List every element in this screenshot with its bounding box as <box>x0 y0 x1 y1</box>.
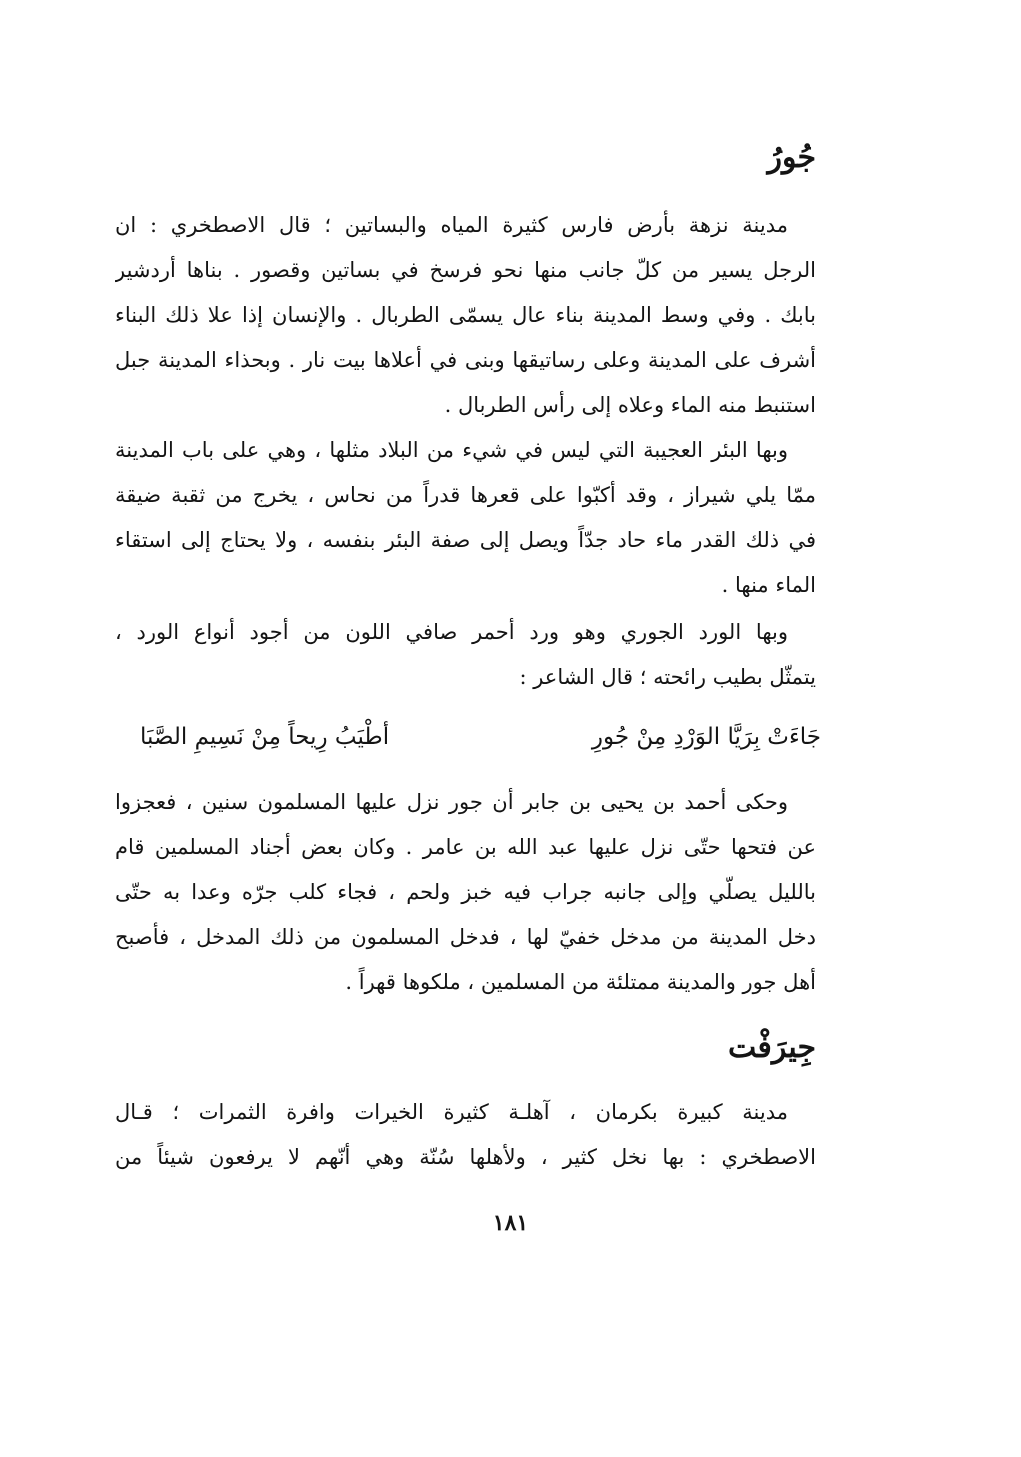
text-line: الماء منها . <box>721 573 816 597</box>
text-line: أشرف على المدينة وعلى رساتيقها وبنى في أعلاها بيت نار . وبحذاء المدينة جبل <box>115 348 816 372</box>
text-line: بالليل يصلّي وإلى جانبه جراب فيه خبز ولحم ، فجاء كلب جرّه وعدا به حتّى <box>115 880 816 904</box>
text-line: يتمثّل بطيب رائحته ؛ قال الشاعر : <box>519 665 816 689</box>
text-line: في ذلك القدر ماء حاد جدّاً ويصل إلى صفة البئر بنفسه ، ولا يحتاج إلى استقاء <box>115 528 816 552</box>
verse-hemistich-second: جَاءَتْ بِرَيَّا الوَرْدِ مِنْ جُورِ <box>591 724 821 750</box>
paragraph <box>115 203 816 428</box>
text-line: ممّا يلي شيراز ، وقد أكبّوا على قعرها قدراً من نحاس ، يخرج من ثقبة ضيقة <box>115 483 816 507</box>
paragraph <box>115 610 816 700</box>
entry-title: جُورُ <box>767 140 816 175</box>
verse-hemistich-first: أطْيَبُ رِيحاً مِنْ نَسِيمِ الصَّبَا <box>140 724 390 750</box>
paragraph <box>115 780 816 1005</box>
paragraph <box>115 1090 816 1180</box>
text-line: الاصطخري : بها نخل كثير ، ولأهلها سُنّة وهي أنّهم لا يرفعون شيئاً من <box>115 1145 816 1169</box>
text-line: مدينة كبيرة بكرمان ، آهلـة كثيرة الخيرات وافرة الثمرات ؛ قـال <box>115 1100 788 1124</box>
paragraph <box>115 428 816 608</box>
text-line: وبها الورد الجوري وهو ورد أحمر صافي اللون من أجود أنواع الورد ، <box>115 620 788 644</box>
text-line: دخل المدينة من مدخل خفيّ لها ، فدخل المسلمون من ذلك المدخل ، فأصبح <box>115 925 816 949</box>
text-line: أهل جور والمدينة ممتلئة من المسلمين ، ملكوها قهراً . <box>345 970 816 994</box>
text-line: عن فتحها حتّى نزل عليها عبد الله بن عامر . وكان بعض أجناد المسلمين قام <box>115 835 816 859</box>
text-line: استنبط منه الماء وعلاه إلى رأس الطربال . <box>444 393 816 417</box>
page-number: ١٨١ <box>492 1210 529 1236</box>
text-line: وحكى أحمد بن يحيى بن جابر أن جور نزل عليها المسلمون سنين ، فعجزوا <box>115 790 788 814</box>
poem-verse <box>140 712 821 762</box>
text-line: بابك . وفي وسط المدينة بناء عال يسمّى الطربال . والإنسان إذا علا ذلك البناء <box>115 303 816 327</box>
text-line: مدينة نزهة بأرض فارس كثيرة المياه والبساتين ؛ قال الاصطخري : ان <box>115 213 788 237</box>
text-line: الرجل يسير من كلّ جانب منها نحو فرسخ في بساتين وقصور . بناها أردشير <box>115 258 816 282</box>
text-line: وبها البئر العجيبة التي ليس في شيء من البلاد مثلها ، وهي على باب المدينة <box>115 438 788 462</box>
entry-title: جِيرَفْت <box>728 1030 816 1065</box>
